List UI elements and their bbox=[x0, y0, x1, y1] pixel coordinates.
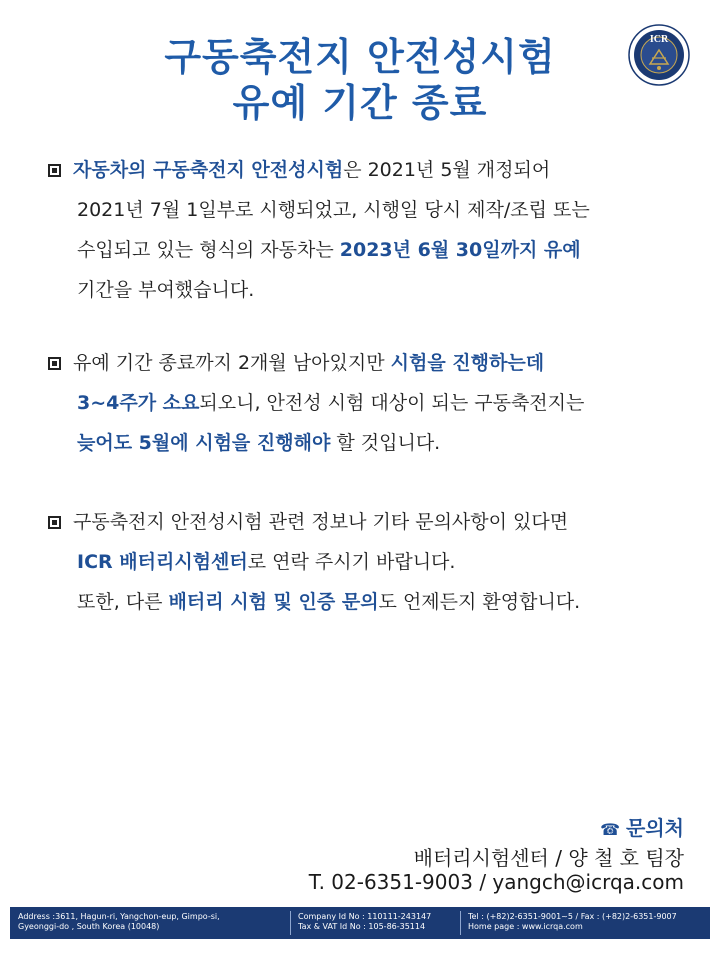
section-3-text: 도 언제든지 환영합니다. bbox=[378, 591, 581, 613]
square-bullet-icon bbox=[48, 164, 61, 177]
section-2-text: 되오니, 안전성 시험 대상이 되는 구동축전지는 bbox=[199, 392, 585, 414]
section-2-text: 유예 기간 종료까지 2개월 남아있지만 bbox=[73, 352, 391, 374]
icr-emblem-logo bbox=[628, 24, 690, 86]
contact-name: 배터리시험센터 / 양 철 호 팀장 bbox=[413, 846, 684, 870]
section-2-text: 할 것입니다. bbox=[330, 432, 441, 454]
footer-divider bbox=[460, 911, 461, 935]
footer-address-line-2: Gyeonggi-do , South Korea (10048) bbox=[18, 922, 160, 931]
telephone-icon: ☎ bbox=[600, 820, 621, 839]
section-3 bbox=[48, 502, 678, 622]
section-2-highlight-duration: 3~4주가 소요 bbox=[77, 392, 200, 414]
section-3-text: 또한, 다른 bbox=[77, 591, 169, 613]
page-title-line-2: 유예 기간 종료 bbox=[232, 81, 488, 125]
square-bullet-icon bbox=[48, 516, 61, 529]
section-1 bbox=[48, 150, 678, 310]
section-3-line-1: 구동축전지 안전성시험 관련 정보나 기타 문의사항이 있다면 bbox=[73, 511, 569, 533]
footer-address-line-1: Address :3611, Hagun-ri, Yangchon-eup, Gimpo-si, bbox=[18, 912, 220, 921]
footer-company-id: Company Id No : 110111-243147 bbox=[298, 912, 432, 921]
contact-title bbox=[600, 812, 684, 841]
section-1-highlight-date: 2023년 6월 30일까지 유예 bbox=[339, 239, 581, 261]
section-3-text: 로 연락 주시기 바랍니다. bbox=[247, 551, 456, 573]
square-bullet-icon bbox=[48, 357, 61, 370]
footer-bar bbox=[10, 907, 710, 939]
footer-divider bbox=[290, 911, 291, 935]
footer-tax-id: Tax & VAT Id No : 105-86-35114 bbox=[298, 922, 426, 931]
section-1-line-2: 2021년 7월 1일부로 시행되었고, 시행일 당시 제작/조립 또는 bbox=[77, 199, 590, 221]
footer-company bbox=[298, 912, 431, 932]
footer-homepage: Home page : www.icrqa.com bbox=[468, 922, 583, 931]
section-2-highlight: 시험을 진행하는데 bbox=[390, 352, 545, 374]
section-2 bbox=[48, 343, 678, 463]
section-2-highlight-deadline: 늦어도 5월에 시험을 진행해야 bbox=[77, 432, 331, 454]
logo-text: ICR bbox=[649, 34, 669, 45]
section-1-highlight: 자동차의 구동축전지 안전성시험 bbox=[73, 159, 344, 181]
section-1-line-4: 기간을 부여했습니다. bbox=[77, 279, 255, 301]
section-1-text: 수입되고 있는 형식의 자동차는 bbox=[77, 239, 340, 261]
section-3-highlight-center: ICR 배터리시험센터 bbox=[77, 551, 248, 573]
section-3-highlight-inquiry: 배터리 시험 및 인증 문의 bbox=[168, 591, 379, 613]
contact-tel: T. 02-6351-9003 / yangch@icrqa.com bbox=[308, 870, 684, 894]
footer-tel-fax: Tel : (+82)2-6351-9001~5 / Fax : (+82)2-6351-9007 bbox=[468, 912, 677, 921]
contact-title-text: 문의처 bbox=[626, 816, 684, 840]
section-1-text: 은 2021년 5월 개정되어 bbox=[343, 159, 551, 181]
footer-contact bbox=[468, 912, 677, 932]
page-title-line-1: 구동축전지 안전성시험 bbox=[164, 35, 556, 79]
footer-address bbox=[18, 912, 220, 932]
